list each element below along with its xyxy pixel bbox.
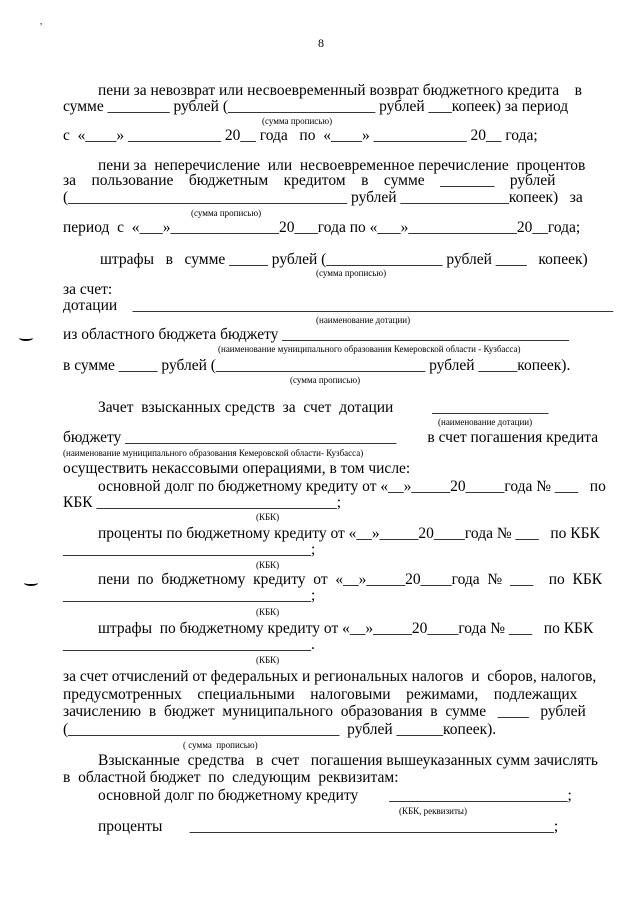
field-caption: (наименование муниципального образования Кемеровской области - Кузбасса)	[218, 344, 521, 354]
field-caption: (сумма прописью)	[290, 375, 361, 385]
text-line: ________________________________;	[63, 587, 316, 604]
text-line: из областного бюджета бюджету _____________________________________	[63, 326, 570, 343]
text-line: предусмотренных специальными налоговыми режимами, подлежащих	[63, 686, 578, 703]
field-caption: ( сумма прописью)	[183, 740, 258, 750]
text-line: дотации ______________________________________________________________	[63, 297, 614, 314]
text-line: зачислению в бюджет муниципального образования в сумме ____ рублей	[63, 703, 586, 720]
field-caption: (наименование дотации)	[316, 315, 411, 325]
text-line: ________________________________.	[63, 636, 315, 653]
text-line: Зачет взысканных средств за счет дотации _______________	[98, 399, 549, 416]
text-line: КБК _______________________________;	[63, 494, 342, 511]
text-line: (____________________________________ рублей ______________копеек) за	[63, 189, 583, 206]
page-number: 8	[318, 36, 324, 50]
text-line: за счет отчислений от федеральных и региональных налогов и сборов, налогов,	[63, 668, 597, 685]
text-line: с «____» ____________ 20__ года по «____» ____________ 20__ года;	[63, 127, 538, 144]
field-caption: (сумма прописью)	[191, 208, 262, 218]
corner-mark: ,	[40, 16, 43, 26]
text-line: ________________________________;	[63, 541, 316, 558]
field-caption: (КБК)	[256, 607, 280, 617]
text-line: (___________________________________ рублей ______копеек).	[63, 721, 497, 738]
text-line: основной долг по бюджетному кредиту от «__»_____20_____года № ___ по	[98, 478, 606, 495]
text-line: штрафы по бюджетному кредиту от «__»_____20____года № ___ по КБК	[98, 620, 594, 637]
field-caption: (наименование дотации)	[438, 417, 533, 427]
text-line: за пользование бюджетным кредитом в сумме _______ рублей	[63, 172, 556, 189]
field-caption: (КБК)	[256, 655, 280, 665]
text-line: бюджету ___________________________________ в счет погашения кредита	[63, 429, 599, 446]
text-line: основной долг по бюджетному кредиту _______________________;	[98, 787, 572, 804]
margin-mark	[19, 335, 33, 341]
text-line: в сумме _____ рублей (___________________________ рублей _____копеек).	[63, 357, 571, 374]
text-line: период с «___»______________20___года по «___»______________20__года;	[63, 219, 581, 236]
field-caption: (КБК, реквизиты)	[399, 806, 467, 816]
field-caption: (КБК)	[256, 560, 280, 570]
text-line: в областной бюджет по следующим реквизитам:	[63, 769, 399, 786]
text-line: пени по бюджетному кредиту от «__»_____20____года № ___ по КБК	[98, 571, 603, 588]
text-line: штрафы в сумме _____ рублей (_______________ рублей ____ копеек)	[100, 251, 588, 268]
text-line: проценты по бюджетному кредиту от «__»_____20____года № ___ по КБК	[98, 525, 600, 542]
margin-mark	[24, 580, 38, 586]
field-caption: (наименование муниципального образования Кемеровской области- Кузбасса)	[63, 448, 364, 458]
field-caption: (КБК)	[256, 512, 280, 522]
text-line: пени за неперечисление или несвоевременное перечисление процентов	[98, 157, 586, 174]
text-line: за счет:	[63, 281, 113, 298]
text-line: Взысканные средства в счет погашения вышеуказанных сумм зачислять	[98, 752, 598, 769]
field-caption: (сумма прописью)	[316, 268, 387, 278]
text-line: осуществить некассовыми операциями, в том числе:	[63, 460, 411, 477]
text-line: проценты _______________________________________________;	[98, 818, 559, 835]
field-caption: (сумма прописью)	[262, 116, 333, 126]
text-line: пени за невозврат или несвоевременный возврат бюджетного кредита в	[98, 82, 582, 99]
text-line: сумме ________ рублей (___________________ рублей ___копеек) за период	[63, 98, 569, 115]
